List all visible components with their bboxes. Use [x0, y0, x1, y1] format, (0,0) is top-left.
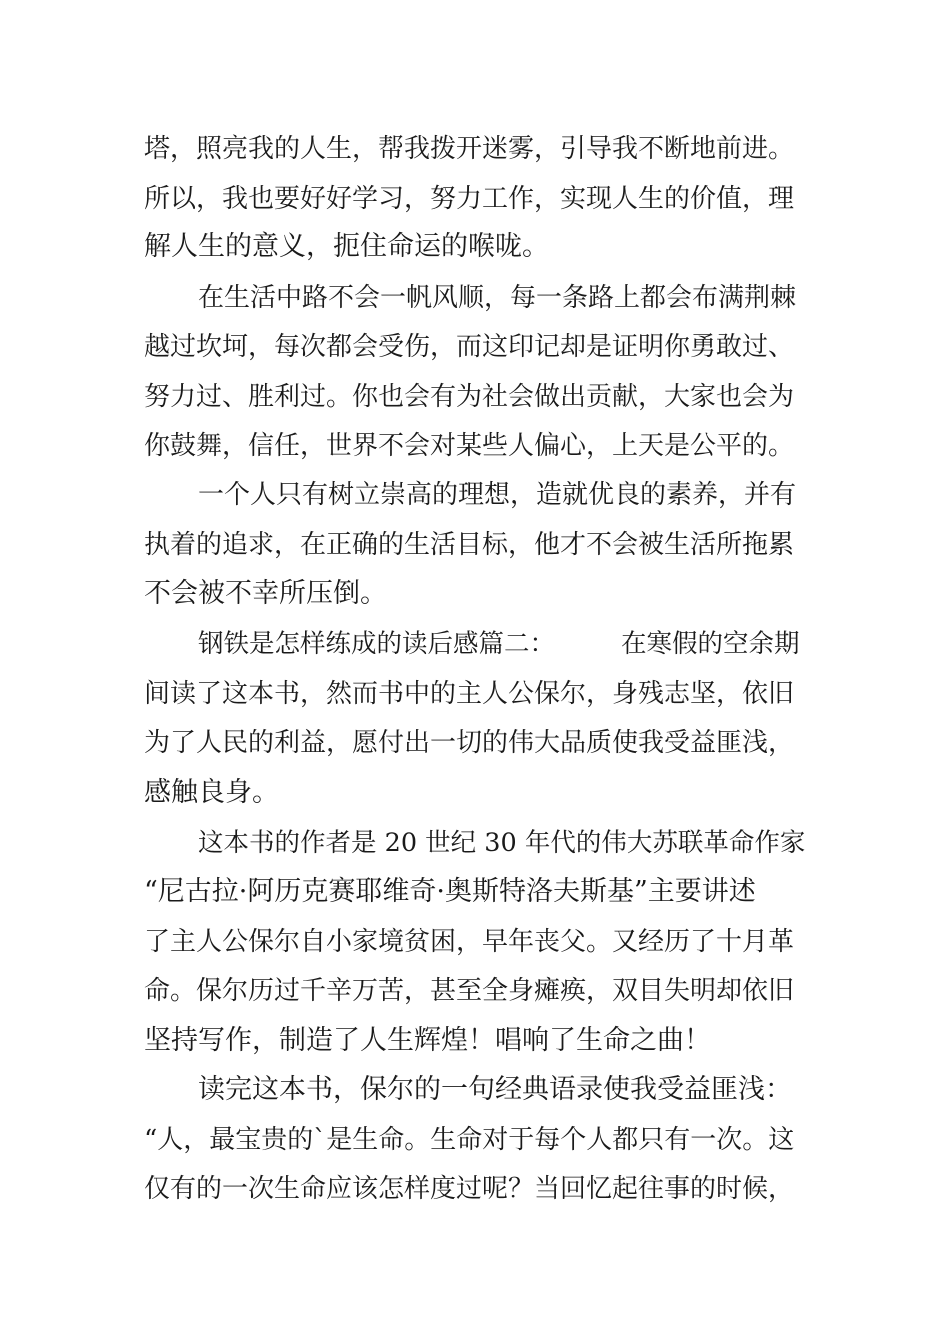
- text-line: 努力过、胜利过。你也会有为社会做出贡献，大家也会为: [144, 382, 795, 412]
- text-line: 感触良身。: [144, 777, 279, 808]
- text-line: 了主人公保尔自小家境贫困，早年丧父。又经历了十月革: [144, 927, 795, 957]
- paragraph-start-line: 在生活中路不会一帆风顺，每一条路上都会布满荆棘: [198, 283, 797, 313]
- text-line: 命。保尔历过千辛万苦，甚至全身瘫痪，双目失明却依旧: [144, 976, 795, 1006]
- text-line: “人，最宝贵的`是生命。生命对于每个人都只有一次。这: [144, 1125, 795, 1155]
- text-line: 解人生的意义，扼住命运的喉咙。: [144, 231, 549, 262]
- text-line: 不会被不幸所压倒。: [144, 578, 387, 609]
- text-line: 间读了这本书，然而书中的主人公保尔，身残志坚，依旧: [144, 679, 795, 709]
- text-line: 仅有的一次生命应该怎样度过呢？当回忆起往事的时候，: [144, 1174, 795, 1204]
- paragraph-start-line: 读完这本书，保尔的一句经典语录使我受益匪浅：: [198, 1074, 792, 1105]
- text-line: 坚持写作，制造了人生辉煌！唱响了生命之曲！: [144, 1025, 711, 1056]
- section-heading-continuation: 在寒假的空余期: [621, 629, 800, 659]
- text-line: 越过坎坷，每次都会受伤，而这印记却是证明你勇敢过、: [144, 332, 795, 362]
- section-heading-line: [198, 624, 800, 664]
- section-heading: 钢铁是怎样练成的读后感篇二：: [198, 629, 556, 659]
- text-line: 所以，我也要好好学习，努力工作，实现人生的价值，理: [144, 184, 795, 214]
- paragraph-start-line: 这本书的作者是 20 世纪 30 年代的伟大苏联革命作家: [198, 828, 806, 858]
- text-line: 塔，照亮我的人生，帮我拨开迷雾，引导我不断地前进。: [144, 134, 795, 164]
- paragraph-start-line: 一个人只有树立崇高的理想，造就优良的素养，并有: [198, 480, 797, 510]
- text-line: 为了人民的利益，愿付出一切的伟大品质使我受益匪浅，: [144, 728, 795, 758]
- text-line: 你鼓舞，信任，世界不会对某些人偏心，上天是公平的。: [144, 431, 795, 461]
- text-line: 执着的追求，在正确的生活目标，他才不会被生活所拖累: [144, 530, 795, 560]
- text-line: “尼古拉·阿历克赛耶维奇·奥斯特洛夫斯基”主要讲述: [144, 876, 756, 907]
